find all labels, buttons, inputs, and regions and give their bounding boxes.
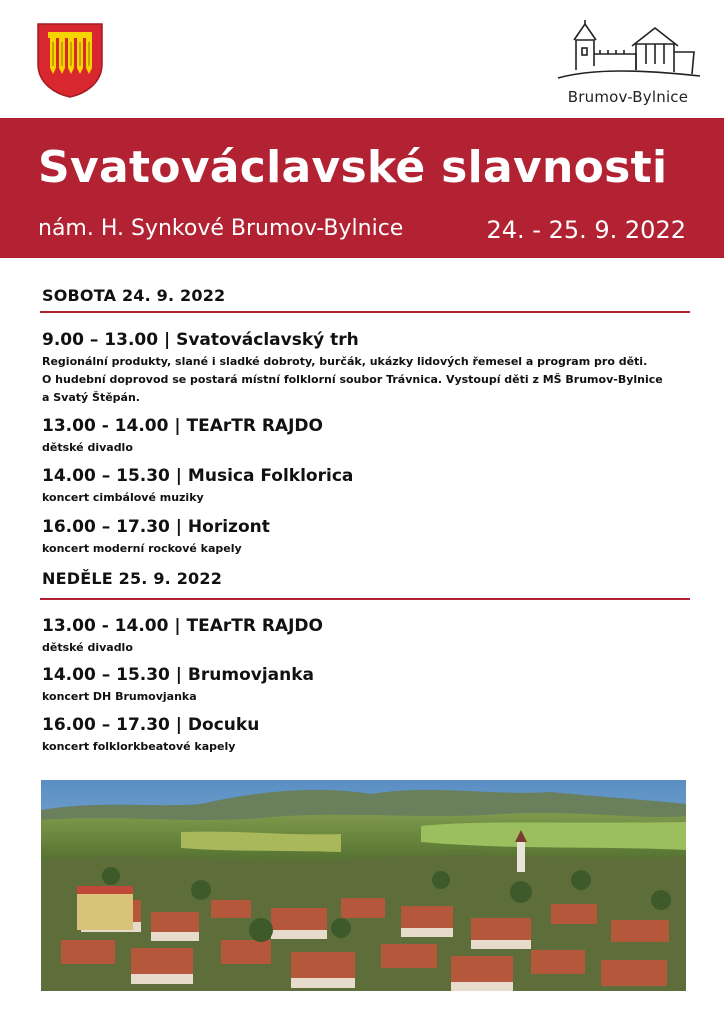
title-banner: [0, 118, 724, 258]
logo-text: Brumov-Bylnice: [567, 88, 689, 106]
event-dates: 24. - 25. 9. 2022: [486, 216, 686, 244]
event-description: dětské divadlo: [42, 641, 133, 654]
event-description: Regionální produkty, slané i sladké dobroty, burčák, ukázky lidových řemesel a program pro děti.: [42, 355, 648, 368]
event-description: koncert cimbálové muziky: [42, 491, 204, 504]
day-title-saturday: SOBOTA 24. 9. 2022: [42, 286, 226, 305]
day-title-sunday: NEDĚLE 25. 9. 2022: [42, 569, 223, 588]
event-title: 14.00 – 15.30 | Musica Folklorica: [42, 466, 354, 486]
event-description: dětské divadlo: [42, 441, 133, 454]
event-title: 9.00 – 13.00 | Svatováclavský trh: [42, 330, 359, 350]
event-description: koncert folklorkbeatové kapely: [42, 740, 236, 753]
event-description: koncert DH Brumovjanka: [42, 690, 197, 703]
event-title: 16.00 – 17.30 | Docuku: [42, 715, 260, 735]
event-title: 13.00 - 14.00 | TEArTR RAJDO: [42, 616, 323, 636]
divider: [40, 311, 690, 313]
event-title: 14.00 – 15.30 | Brumovjanka: [42, 665, 315, 685]
event-description: koncert moderní rockové kapely: [42, 542, 242, 555]
coat-of-arms-icon: [36, 22, 104, 98]
event-description: O hudební doprovod se postará místní folklorní soubor Trávnica. Vystoupí děti z MŠ Brumov-Bylnice: [42, 373, 663, 386]
divider: [40, 598, 690, 600]
page-title: Svatováclavské slavnosti: [38, 142, 668, 193]
town-photo: [41, 780, 686, 991]
event-title: 16.00 – 17.30 | Horizont: [42, 517, 270, 537]
event-description: a Svatý Štěpán.: [42, 391, 140, 404]
event-title: 13.00 - 14.00 | TEArTR RAJDO: [42, 416, 323, 436]
venue: nám. H. Synkové Brumov-Bylnice: [38, 216, 404, 241]
